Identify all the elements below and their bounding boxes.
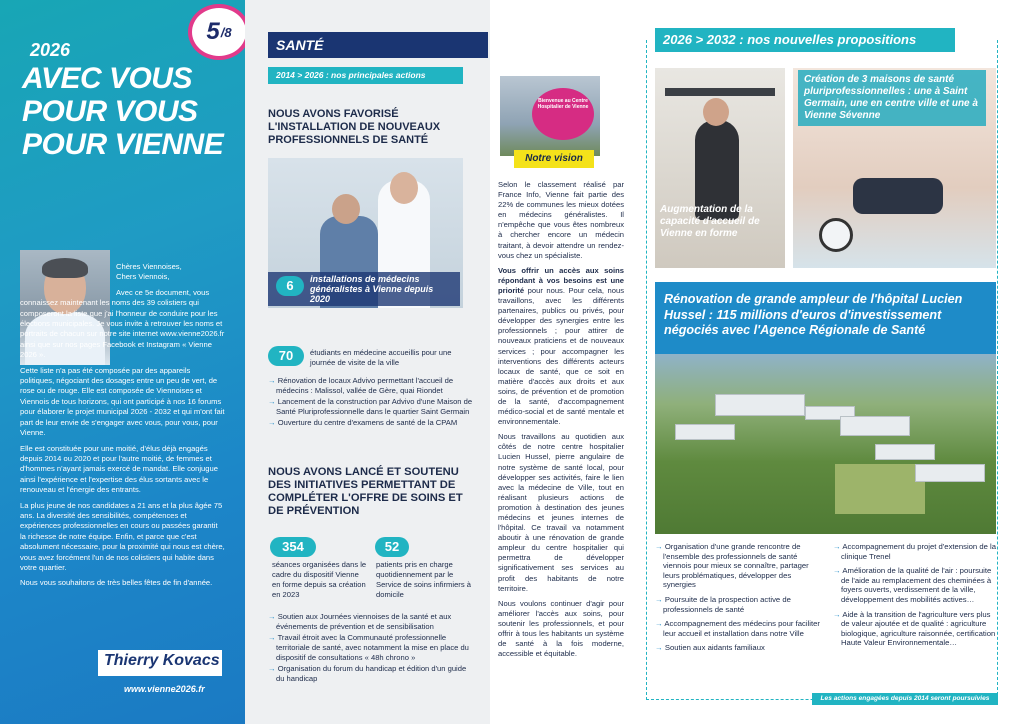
- list-item: → Aide à la transition de l'agriculture vers plus de valeur ajoutée et de qualité : agriculture biologique, agriculture raisonnée, certification Haute Valeur Environnementale…: [833, 609, 996, 648]
- sub-tag-actions: 2014 > 2026 : nos principales actions: [268, 67, 463, 84]
- letter-paragraph: La plus jeune de nos candidates a 21 ans et la plus âgée 75 ans. La diversité des sensibilités, compétences et expériences professionnelles en cours ou passées garantit la richesse de notre équipe. Enfin, et parce que c'est absolument nécessaire, pour la proximité qui nous est chère, vous avez forcément l'un de nos colistiers qui habite dans votre quartier.: [20, 500, 225, 572]
- footer-tag: Les actions engagées depuis 2014 seront poursuivies: [812, 693, 998, 705]
- bullet-list-2: [268, 612, 473, 685]
- stat354-caption: séances organisées dans le cadre du dispositif Vienne en forme depuis sa création en 2023: [272, 560, 367, 599]
- page-total: /8: [220, 24, 232, 40]
- signature: Thierry Kovacs: [104, 652, 220, 669]
- vision-tag: Notre vision: [514, 150, 594, 168]
- slogan-line: POUR VOUS: [22, 95, 198, 128]
- vision-paragraph: Selon le classement réalisé par France Info, Vienne fait partie des 22% de communes les mieux dotées en médecins généralistes. Il n'empêche que vous êtes nombreux à chercher encore un médecin traitant, à devoir attendre un rendez-vous chez un spécialiste.: [498, 180, 624, 260]
- hospital-sign-photo: [500, 76, 600, 156]
- letter-paragraph: Nous vous souhaitons de très belles fêtes de fin d'année.: [20, 578, 213, 588]
- slogan-line: POUR VIENNE: [22, 128, 224, 161]
- website-link[interactable]: www.vienne2026.fr: [124, 684, 205, 694]
- list-item: → Poursuite de la prospection active de professionnels de santé: [655, 594, 791, 614]
- letter-paragraph: Avec ce 5e document, vous connaissez maintenant les noms des 39 colistiers qui composeront la liste que j'ai l'honneur de conduire pour les élections municipales. Je vous invite à retrouver les noms et portraits de chacun sur notre site internet www.vienne2026.fr ainsi que sur nos pages Facebook et Instagram « Vienne 2026 ».: [20, 287, 225, 360]
- list-item: → Travail étroit avec la Communauté professionnelle territoriale de santé, avec notamment la mise en place du dispositif de consultations « 48h chrono »: [268, 633, 469, 662]
- editorial-letter: [20, 262, 225, 594]
- bullet-list-1: [268, 376, 473, 429]
- vision-text: [498, 180, 624, 664]
- stat6-number: 6: [276, 276, 304, 296]
- vision-paragraph: Nous travaillons au quotidien aux côtés de notre centre hospitalier Lucien Hussel, pierre angulaire de notre système de santé local, pour développer ses activités, faire le lien avec la médecine de Ville, tout en réalisant plusieurs actions de promotion à destination des jeunes médecins et jeunes internes de l'hôpital. Ce travail va notamment aboutir à une rénovation de grande ampleur du centre hospitalier qui permettra de développer significativement ses services au profit des habitants de notre territoire.: [498, 432, 624, 593]
- hospital-sign-text: Bienvenue au Centre Hospitalier de Vienne: [537, 98, 589, 110]
- slogan: [22, 62, 242, 161]
- gym-caption: Augmentation de la capacité d'accueil de Vienne en forme: [660, 204, 760, 239]
- list-item: → Accompagnement des médecins pour faciliter leur accueil et installation dans notre Ville: [655, 619, 820, 638]
- stat354-number: 354: [270, 537, 316, 557]
- list-item: → Ouverture du centre d'examens de santé de la CPAM: [268, 418, 458, 427]
- page-number: 5: [206, 18, 220, 45]
- stat70-caption: étudiants en médecine accueillis pour une journée de visite de la ville: [310, 348, 452, 367]
- letter-greeting: Chères Viennoises, Chers Viennois,: [116, 262, 182, 282]
- proposals-list-right: [833, 542, 998, 653]
- letter-paragraph: Cette liste n'a pas été composée par des appareils politiques, négociant des dosages entre un peu de vert, de rose ou de rouge. Elle est composée de Viennoises et Viennois de tous horizons, qui ont participé à nos 16 forums pour élaborer le projet municipal 2026 - 2032 et qui m'ont fait part de leur envie de s'engager avec vous, pour vous, pour Vienne.: [20, 365, 225, 438]
- year: 2026: [30, 40, 71, 60]
- list-item: → Soutien aux Journées viennoises de la santé et aux événements de prévention et de sensibilisation: [268, 612, 452, 631]
- list-item: → Organisation d'une grande rencontre de l'ensemble des professionnels de santé viennois pour mieux se connaître, partager leurs problématiques, développer des synergies: [655, 542, 809, 590]
- hospital-aerial-photo: [655, 354, 996, 534]
- stat70-number: 70: [268, 346, 304, 366]
- letter-paragraph: Elle est constituée pour une moitié, d'élus déjà engagés depuis 2014 ou 2020 et pour l'autre moitié, de femmes et d'hommes n'ayant jamais exercé de mandat. Elle conjugue ainsi l'expérience et l'expertise des élus sortants avec le renouveau et l'énergie des entrants.: [20, 443, 218, 495]
- page-number-badge: [188, 4, 250, 60]
- proposals-list-left: [655, 542, 825, 658]
- hospital-title: Rénovation de grande ampleur de l'hôpital Lucien Hussel : 115 millions d'euros d'investissement négociés avec l'Agence Régionale de Santé: [664, 292, 963, 337]
- stat52-number: 52: [375, 537, 409, 557]
- heading-initiatives: NOUS AVONS LANCÉ ET SOUTENU DES INITIATIVES PERMETTANT DE COMPLÉTER L'OFFRE DE SOINS ET DE PRÉVENTION: [268, 466, 463, 517]
- vision-paragraph: Nous voulons continuer d'agir pour améliorer l'accès aux soins, pour soutenir les professionnels, et pour offrir à tous les habitants un système de santé à la fois moderne, accessible et équitable.: [498, 598, 624, 659]
- list-item: → Soutien aux aidants familiaux: [655, 643, 765, 653]
- health-houses-caption: Création de 3 maisons de santé pluriprofessionnelles : une à Saint Germain, une en centre ville et une à Vienne Sévenne: [798, 70, 986, 126]
- vision-paragraph: Vous offrir un accès aux soins répondant à vos besoins est une priorité pour nous. Pour cela, nous travaillons, avec les différents partenaires, publics ou privés, pour développer des synergies entre les professionnels ; pour attirer de nouveaux praticiens et de nouveaux services ; pour accompagner les interventions des différents acteurs locaux de santé, que ce soit en matière d'accès aux droits et aux soins, de prévention et de promotion de la santé, d'accompagnement médico-social et de santé mentale et environnementale.: [498, 265, 624, 427]
- section-title: SANTÉ: [268, 32, 488, 58]
- list-item: → Organisation du forum du handicap et édition d'un guide du handicap: [268, 664, 467, 683]
- stat52-caption: patients pris en charge quotidiennement par le Service de soins infirmiers à domicile: [376, 560, 471, 599]
- slogan-line: AVEC VOUS: [22, 62, 192, 95]
- heading-installation: NOUS AVONS FAVORISÉ L'INSTALLATION DE NOUVEAUX PROFESSIONNELS DE SANTÉ: [268, 108, 441, 146]
- stat6-caption: installations de médecins généralistes à Vienne depuis 2020: [268, 272, 460, 306]
- list-item: → Rénovation de locaux Advivo permettant l'accueil de médecins : Malissol, vallée de Gère, quai Riondet: [268, 376, 454, 395]
- list-item: → Accompagnement du projet d'extension de la clinique Trenel: [833, 542, 997, 561]
- list-item: → Amélioration de la qualité de l'air : poursuite de l'aide au remplacement des cheminées à foyers ouverts, verdissement de la ville, développement des mobilités actives…: [833, 566, 992, 604]
- list-item: → Lancement de la construction par Advivo d'une Maison de Santé Pluriprofessionnelle dans le quartier Saint Germain: [268, 397, 473, 416]
- proposals-banner: 2026 > 2032 : nos nouvelles propositions: [655, 28, 955, 52]
